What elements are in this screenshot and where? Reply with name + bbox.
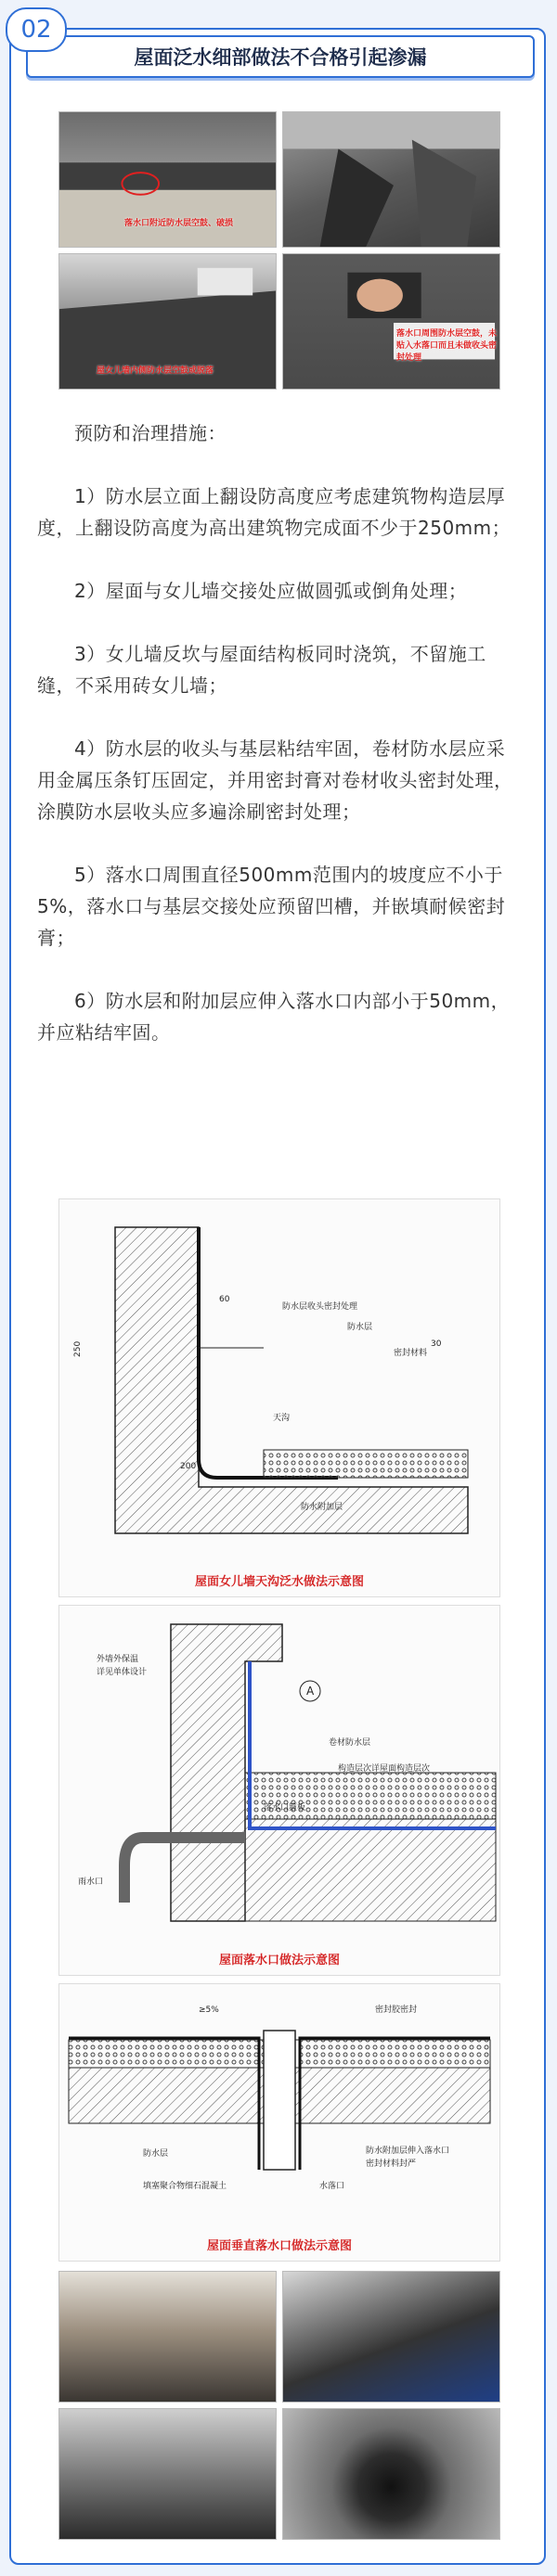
photo-outlet-damage bbox=[282, 111, 500, 248]
measures-section bbox=[37, 417, 520, 1048]
photo-caption-bottom-right: 落水口周围防水层空鼓，未贴入水落口而且未做收头密封处理 bbox=[396, 329, 498, 363]
d2-label-outer-wall: 外墙外保温 bbox=[97, 1655, 139, 1664]
d1-dim-200: 200 bbox=[180, 1462, 197, 1471]
photo-membrane-install bbox=[58, 2408, 277, 2540]
d2-label-drain-plate: 落水口箍板 bbox=[264, 1803, 306, 1813]
photo-caption-top-left: 落水口附近防水层空鼓、破损 bbox=[124, 219, 234, 228]
d1-label-seal: 防水层收头密封处理 bbox=[282, 1302, 358, 1312]
d1-label-seal-material: 密封材料 bbox=[394, 1349, 428, 1358]
treatment-photo-grid bbox=[58, 2271, 500, 2540]
d1-label-additional: 防水附加层 bbox=[301, 1503, 343, 1512]
photo-roof-membrane bbox=[58, 253, 277, 390]
d1-dim-250: 250 bbox=[73, 1340, 83, 1357]
photo-outlet-hand-art bbox=[283, 254, 499, 389]
d2-label-membrane: 卷材防水层 bbox=[329, 1738, 371, 1748]
d1-label-waterproof: 防水层 bbox=[347, 1323, 373, 1332]
measure-item-4: 4）防水层的收头与基层粘结牢固，卷材防水层应采用金属压条钉压固定，并用密封膏对卷材收头密封处理，涂膜防水层收头应多遍涂刷密封处理； bbox=[37, 737, 513, 823]
d2-label-rain-outlet: 雨水口 bbox=[78, 1878, 104, 1887]
section-number-badge: 02 bbox=[6, 7, 67, 52]
d3-label-concrete: 填塞聚合物细石混凝土 bbox=[143, 2182, 227, 2191]
diagram-parapet-gutter bbox=[58, 1198, 500, 1597]
d3-label-slope: ≥5% bbox=[199, 2006, 219, 2015]
diagram-drain-outlet bbox=[58, 1605, 500, 1976]
diagram-drain-outlet-art bbox=[59, 1606, 499, 1949]
d2-label-structure: 构造层次详屋面构造层次 bbox=[338, 1764, 431, 1774]
photo-outlet-hand bbox=[282, 253, 500, 390]
photo-parapet-crack bbox=[58, 111, 277, 248]
measure-item-6: 6）防水层和附加层应伸入落水口内部小于50mm，并应粘结牢固。 bbox=[37, 990, 511, 1044]
measure-item-5: 5）落水口周围直径500mm范围内的坡度应不小于5%，落水口与基层交接处应预留凹槽，并嵌填耐候密封膏； bbox=[37, 864, 506, 949]
photo-outlet-damage-art bbox=[283, 112, 499, 247]
diagram1-caption: 屋面女儿墙天沟泛水做法示意图 bbox=[194, 1575, 364, 1589]
section-title: 屋面泛水细部做法不合格引起渗漏 bbox=[26, 35, 535, 78]
d3-label-waterproof: 防水层 bbox=[143, 2149, 169, 2159]
d3-label-add-layer: 防水附加层伸入落水口 bbox=[366, 2147, 450, 2156]
photo-caption-bottom-left: 屋女儿墙内侧防水层空鼓或脱落 bbox=[97, 366, 214, 376]
d1-dim-60: 60 bbox=[219, 1295, 230, 1304]
d2-label-outer-wall2: 详见单体设计 bbox=[97, 1668, 148, 1677]
d1-label-gutter: 天沟 bbox=[273, 1414, 291, 1423]
d2-mark-a: A bbox=[306, 1685, 315, 1698]
photo-gutter-corner bbox=[58, 2271, 277, 2403]
measure-item-3: 3）女儿墙反坎与屋面结构板同时浇筑，不留施工缝，不采用砖女儿墙； bbox=[37, 643, 486, 697]
d3-label-seal2: 密封材料封严 bbox=[366, 2159, 417, 2169]
d3-label-outlet: 水落口 bbox=[319, 2182, 345, 2191]
diagram-vertical-outlet bbox=[58, 1983, 500, 2262]
measures-heading: 预防和治理措施： bbox=[74, 422, 227, 444]
defect-photo-grid bbox=[58, 111, 500, 390]
diagram2-caption: 屋面落水口做法示意图 bbox=[218, 1954, 340, 1967]
photo-outlet-finished bbox=[282, 2408, 500, 2540]
photo-worker-torch bbox=[282, 2271, 500, 2403]
diagram3-caption: 屋面垂直落水口做法示意图 bbox=[206, 2239, 352, 2253]
diagram-parapet-gutter-art bbox=[59, 1199, 499, 1570]
measure-item-1: 1）防水层立面上翻设防高度应考虑建筑物构造层厚度，上翻设防高度为高出建筑物完成面不少于250mm； bbox=[37, 485, 512, 539]
d1-dim-30: 30 bbox=[431, 1339, 442, 1349]
measure-item-2: 2）屋面与女儿墙交接处应做圆弧或倒角处理； bbox=[74, 580, 468, 602]
d3-label-seal: 密封胶密封 bbox=[375, 2006, 418, 2015]
diagram-vertical-outlet-art bbox=[59, 1984, 499, 2235]
